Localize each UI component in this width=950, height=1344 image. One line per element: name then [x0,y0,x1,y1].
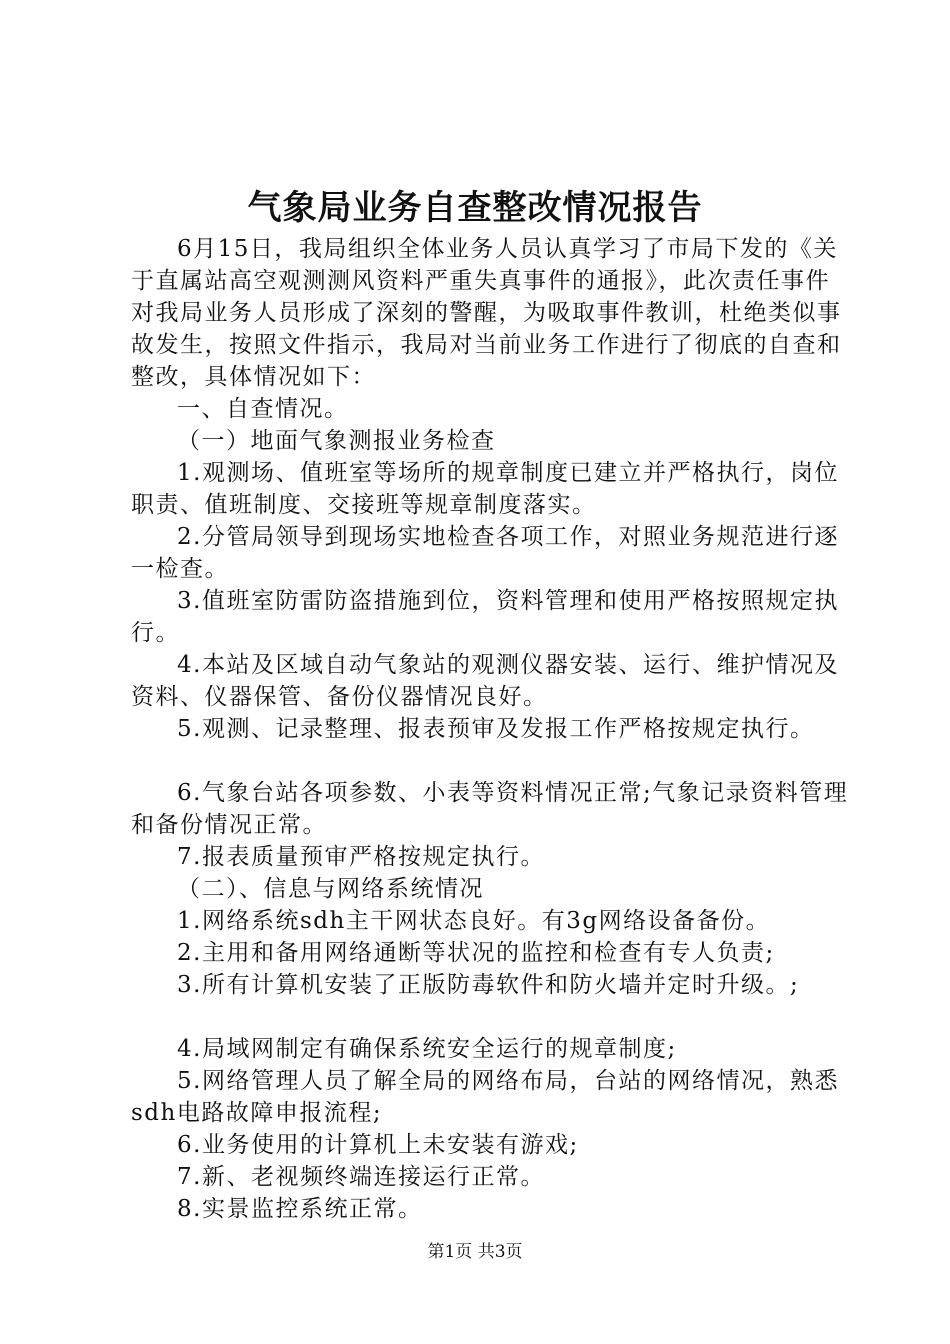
blank-line [131,1001,851,1033]
document-body [131,233,851,1225]
document-title: 气象局业务自查整改情况报告 [247,188,703,228]
list-item: 5.网络管理人员了解全局的网络布局，台站的网络情况，熟悉sdh电路故障申报流程; [131,1068,839,1126]
subsection-heading-2: （二）、信息与网络系统情况 [177,876,484,902]
list-item: 5.观测、记录整理、报表预审及发报工作严格按规定执行。 [177,716,815,742]
paragraph-intro: 6月15日，我局组织全体业务人员认真学习了市局下发的《关于直属站高空观测测风资料严重失真事件的通报》，此次责任事件对我局业务人员形成了深刻的警醒，为吸取事件教训，杜绝类似事故发生，按照文件指示，我局对当前业务工作进行了彻底的自查和整改，具体情况如下： [131,236,842,390]
list-item: 2.分管局领导到现场实地检查各项工作，对照业务规范进行逐一检查。 [131,524,839,582]
list-item: 1.网络系统sdh主干网状态良好。有3g网络设备备份。 [177,908,771,934]
list-item: 6.业务使用的计算机上未安装有游戏; [177,1132,579,1158]
list-item: 6.气象台站各项参数、小表等资料情况正常;气象记录资料管理和备份情况正常。 [131,780,849,838]
list-item: 7.报表质量预审严格按规定执行。 [177,844,545,870]
subsection-heading-1: （一）地面气象测报业务检查 [177,428,496,454]
blank-line [131,745,851,777]
list-item: 8.实景监控系统正常。 [177,1196,423,1222]
list-item: 4.局域网制定有确保系统安全运行的规章制度; [177,1036,677,1062]
page-footer: 第1页 共3页 [427,1242,523,1262]
list-item: 3.所有计算机安装了正版防毒软件和防火墙并定时升级。; [177,972,800,998]
list-item: 4.本站及区域自动气象站的观测仪器安装、运行、维护情况及资料、仪器保管、备份仪器情况良好。 [131,652,839,710]
section-heading-1: 一、自查情况。 [177,396,349,422]
list-item: 3.值班室防雷防盗措施到位，资料管理和使用严格按照规定执行。 [131,588,839,646]
list-item: 7.新、老视频终端连接运行正常。 [177,1164,545,1190]
list-item: 1.观测场、值班室等场所的规章制度已建立并严格执行，岗位职责、值班制度、交接班等规章制度落实。 [131,460,839,518]
list-item: 2.主用和备用网络通断等状况的监控和检查有专人负责; [177,940,775,966]
